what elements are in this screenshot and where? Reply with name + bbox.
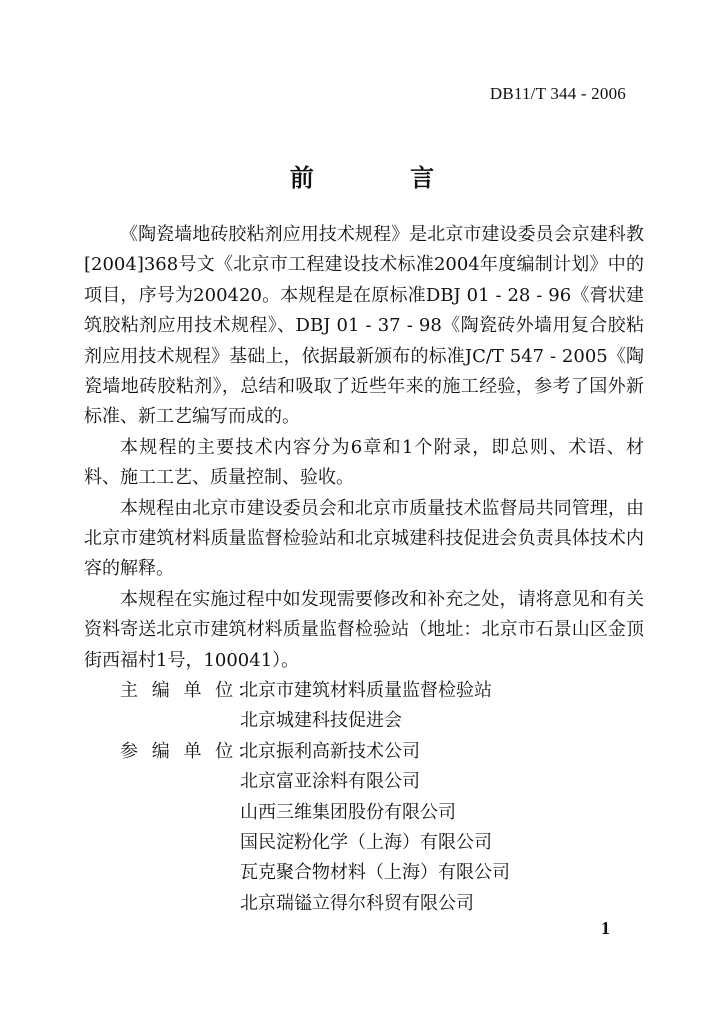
- preface-body: [84, 220, 644, 919]
- chief-editor-unit: 北京城建科技促进会: [240, 710, 402, 732]
- participant-row: [84, 889, 644, 919]
- page-title: 前 言: [289, 164, 479, 192]
- participant-label: 参 编 单 位：: [120, 740, 260, 762]
- participant-row: [84, 737, 644, 767]
- paragraph-background: 《陶瓷墙地砖胶粘剂应用技术规程》是北京市建设委员会京建科教[2004]368号文《北京市工程建设技术标准2004年度编制计划》中的项目，序号为200420。本规程是在原标准DBJ 01 - 28 - 96《膏状建筑胶粘剂应用技术规程》、DBJ 01 - 37 - 98《陶瓷砖外墙用复合胶粘剂应用技术规程》基础上，依据最新颁布的标准JC/T 547 - 2005《陶瓷墙地砖胶粘剂》，总结和吸取了近些年来的施工经验，参考了国外新标准、新工艺编写而成的。: [84, 224, 644, 428]
- chief-editor-row: [84, 706, 644, 736]
- participant-unit: 北京富亚涂料有限公司: [240, 771, 420, 793]
- participant-unit: 瓦克聚合物材料（上海）有限公司: [240, 862, 510, 884]
- paragraph-management: 本规程由北京市建设委员会和北京市质量技术监督局共同管理，由北京市建筑材料质量监督检验站和北京城建科技促进会负责具体技术内容的解释。: [84, 497, 644, 580]
- participant-row: [84, 798, 644, 828]
- participant-row: [84, 858, 644, 888]
- participant-row: [84, 828, 644, 858]
- document-code: DB11/T 344 - 2006: [489, 84, 626, 103]
- chief-editor-row: [84, 676, 644, 706]
- participant-row: [84, 767, 644, 797]
- participant-unit: 国民淀粉化学（上海）有限公司: [240, 832, 492, 854]
- paragraph-feedback: 本规程在实施过程中如发现需要修改和补充之处，请将意见和有关资料寄送北京市建筑材料质量监督检验站（地址：北京市石景山区金顶街西福村1号，100041）。: [84, 588, 644, 671]
- page-number: 1: [601, 918, 610, 938]
- paragraph-contents: 本规程的主要技术内容分为6章和1个附录，即总则、术语、材料、施工工艺、质量控制、验收。: [84, 436, 644, 489]
- chief-editor-label: 主 编 单 位：: [120, 680, 260, 702]
- editing-units: [84, 676, 644, 919]
- participant-unit: 北京振利高新技术公司: [240, 740, 420, 762]
- participant-unit: 北京瑞镒立得尔科贸有限公司: [240, 892, 474, 914]
- chief-editor-unit: 北京市建筑材料质量监督检验站: [240, 680, 492, 702]
- participant-unit: 山西三维集团股份有限公司: [240, 801, 456, 823]
